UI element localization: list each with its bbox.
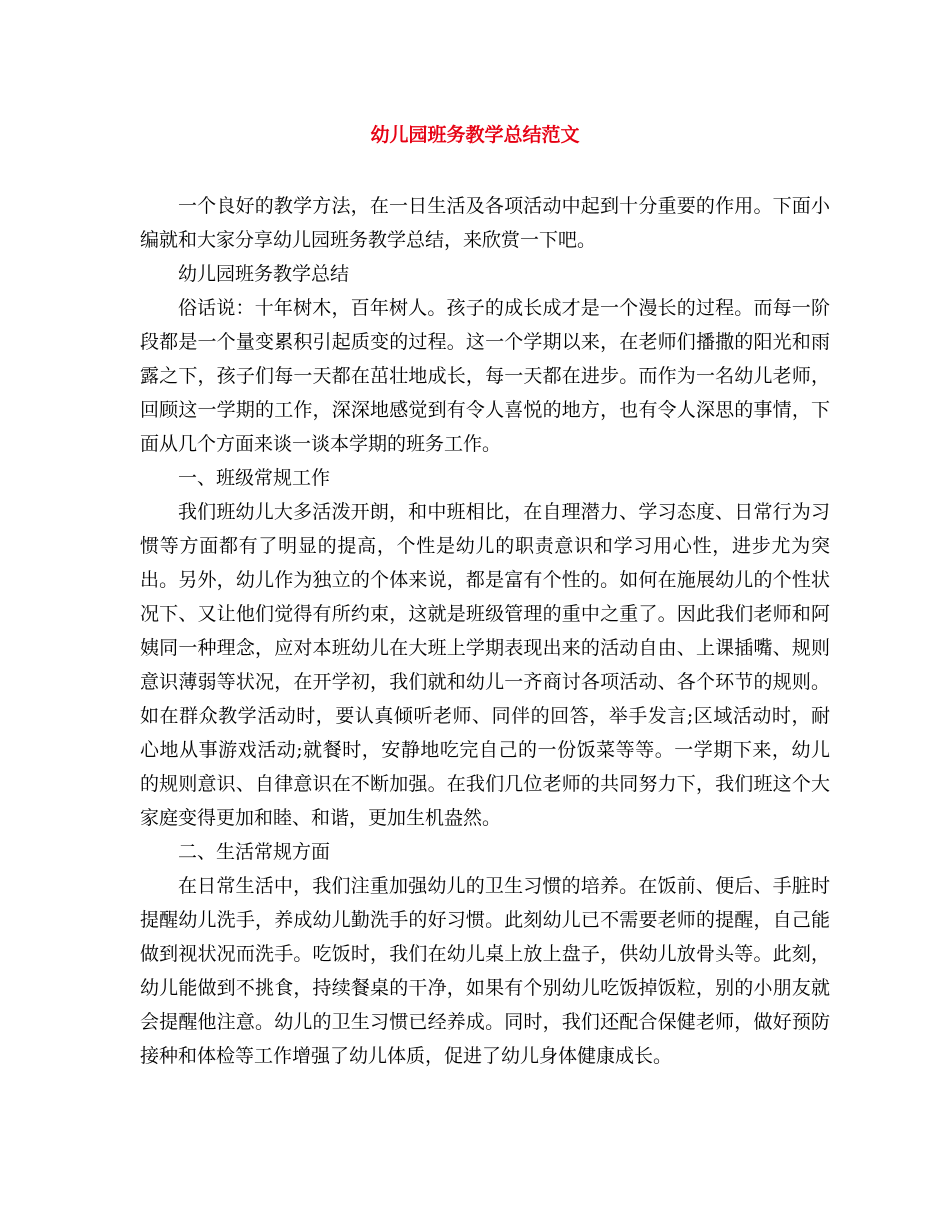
document-subtitle: 幼儿园班务教学总结 — [178, 263, 350, 285]
section1-paragraph: 我们班幼儿大多活泼开朗，和中班相比，在自理潜力、学习态度、日常行为习惯等方面都有了明显的提高，个性是幼儿的职责意识和学习用心性，进步尤为突出。另外，幼儿作为独立的个体来说，都是富有个性的。如何在施展幼儿的个性状况下、又让他们觉得有所约束，这就是班级管理的重中之重了。因此我们老师和阿姨同一种理念，应对本班幼儿在大班上学期表现出来的活动自由、上课插嘴、规则意识薄弱等状况，在开学初，我们就和幼儿一齐商讨各项活动、各个环节的规则。如在群众教学活动时，要认真倾听老师、同伴的回答，举手发言;区域活动时，耐心地从事游戏活动;就餐时，安静地吃完自己的一份饭菜等等。一学期下来，幼儿的规则意识、自律意识在不断加强。在我们几位老师的共同努力下，我们班这个大家庭变得更加和睦、和谐，更加生机盎然。 — [140, 501, 830, 829]
document-title: 幼儿园班务教学总结范文 — [370, 124, 580, 146]
opening-paragraph: 俗话说：十年树木，百年树人。孩子的成长成才是一个漫长的过程。而每一阶段都是一个量变累积引起质变的过程。这一个学期以来，在老师们播撒的阳光和雨露之下，孩子们每一天都在茁壮地成长，每一天都在进步。而作为一名幼儿老师，回顾这一学期的工作，深深地感觉到有令人喜悦的地方，也有令人深思的事情，下面从几个方面来谈一谈本学期的班务工作。 — [140, 297, 830, 455]
section2-heading: 二、生活常规方面 — [178, 841, 331, 863]
intro-paragraph: 一个良好的教学方法，在一日生活及各项活动中起到十分重要的作用。下面小编就和大家分享幼儿园班务教学总结，来欣赏一下吧。 — [140, 195, 830, 251]
section1-heading: 一、班级常规工作 — [178, 467, 331, 489]
section2-paragraph: 在日常生活中，我们注重加强幼儿的卫生习惯的培养。在饭前、便后、手脏时提醒幼儿洗手，养成幼儿勤洗手的好习惯。此刻幼儿已不需要老师的提醒，自己能做到视状况而洗手。吃饭时，我们在幼儿桌上放上盘子，供幼儿放骨头等。此刻，幼儿能做到不挑食，持续餐桌的干净，如果有个别幼儿吃饭掉饭粒，别的小朋友就会提醒他注意。幼儿的卫生习惯已经养成。同时，我们还配合保健老师，做好预防接种和体检等工作增强了幼儿体质，促进了幼儿身体健康成长。 — [140, 875, 830, 1067]
document-body — [140, 189, 830, 1073]
